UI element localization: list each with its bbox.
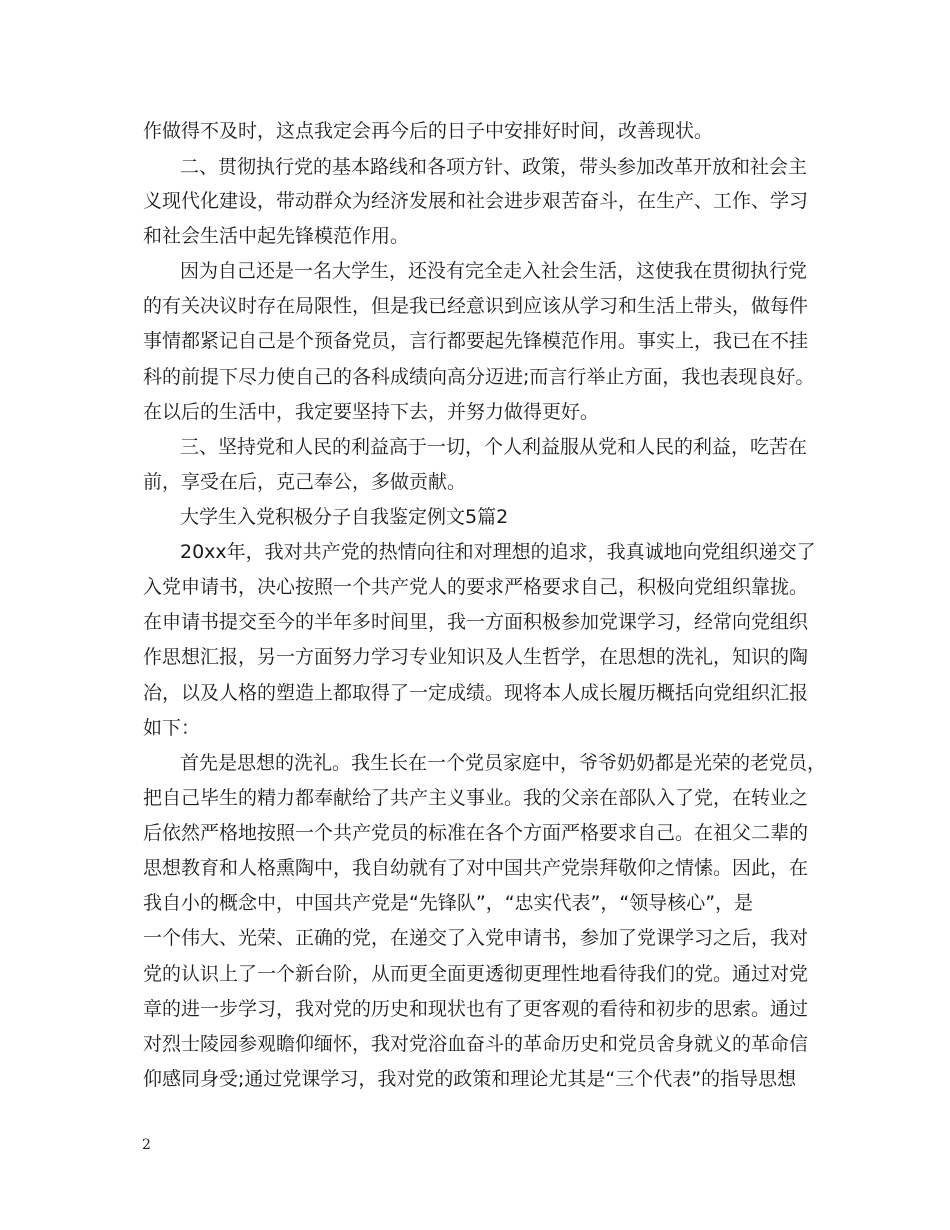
- text-line: 的有关决议时存在局限性，但是我已经意识到应该从学习和生活上带头，做每件: [143, 295, 809, 317]
- text-line: 20xx年，我对共产党的热情向往和对理想的追求，我真诚地向党组织递交了: [180, 541, 816, 563]
- text-line: 把自己毕生的精力都奉献给了共产主义事业。我的父亲在部队入了党，在转业之: [143, 787, 809, 809]
- text-line: 首先是思想的洗礼。我生长在一个党员家庭中，爷爷奶奶都是光荣的老党员，: [180, 752, 827, 774]
- text-line: 章的进一步学习，我对党的历史和现状也有了更客观的看待和初步的思索。通过: [143, 998, 809, 1020]
- text-line: 义现代化建设，带动群众为经济发展和社会进步艰苦奋斗，在生产、工作、学习: [143, 190, 809, 212]
- text-line: 党的认识上了一个新台阶，从而更全面更透彻更理性地看待我们的党。通过对党: [143, 963, 809, 985]
- text-line: 二、贯彻执行党的基本路线和各项方针、政策，带头参加改革开放和社会主: [180, 156, 808, 178]
- text-line: 前，享受在后，克己奉公，多做贡献。: [143, 471, 467, 493]
- text-line: 在以后的生活中，我定要坚持下去，并努力做得更好。: [143, 401, 600, 423]
- text-line: 和社会生活中起先锋模范作用。: [143, 225, 410, 247]
- section-heading: 大学生入党积极分子自我鉴定例文5篇2: [180, 506, 509, 528]
- text-line: 思想教育和人格熏陶中，我自幼就有了对中国共产党崇拜敬仰之情愫。因此，在: [143, 857, 809, 879]
- text-line: 入党申请书，决心按照一个共产党人的要求严格要求自己，积极向党组织靠拢。: [143, 576, 809, 598]
- page-number: 2: [142, 1137, 151, 1153]
- text-line: 对烈士陵园参观瞻仰缅怀，我对党浴血奋斗的革命历史和党员舍身就义的革命信: [143, 1033, 809, 1055]
- text-line: 科的前提下尽力使自己的各科成绩向高分迈进;而言行举止方面，我也表现良好。: [143, 366, 815, 388]
- text-line: 事情都紧记自己是个预备党员，言行都要起先锋模范作用。事实上，我已在不挂: [143, 330, 809, 352]
- text-line: 仰感同身受;通过党课学习，我对党的政策和理论尤其是“三个代表”的指导思想: [143, 1068, 797, 1090]
- text-line: 我自小的概念中，中国共产党是“先锋队”，“忠实代表”，“领导核心”，是: [143, 892, 754, 914]
- text-line: 如下：: [143, 717, 201, 739]
- text-line: 作做得不及时，这点我定会再今后的日子中安排好时间，改善现状。: [143, 120, 714, 142]
- text-line: 因为自己还是一名大学生，还没有完全走入社会生活，这使我在贯彻执行党: [180, 260, 808, 282]
- text-line: 一个伟大、光荣、正确的党，在递交了入党申请书，参加了党课学习之后，我对: [143, 927, 809, 949]
- text-line: 冶，以及人格的塑造上都取得了一定成绩。现将本人成长履历概括向党组织汇报: [143, 682, 809, 704]
- text-line: 在申请书提交至今的半年多时间里，我一方面积极参加党课学习，经常向党组织: [143, 611, 809, 633]
- text-line: 三、坚持党和人民的利益高于一切，个人利益服从党和人民的利益，吃苦在: [180, 436, 808, 458]
- text-line: 作思想汇报，另一方面努力学习专业知识及人生哲学，在思想的洗礼，知识的陶: [143, 646, 809, 668]
- text-line: 后依然严格地按照一个共产党员的标准在各个方面严格要求自己。在祖父二辈的: [143, 822, 809, 844]
